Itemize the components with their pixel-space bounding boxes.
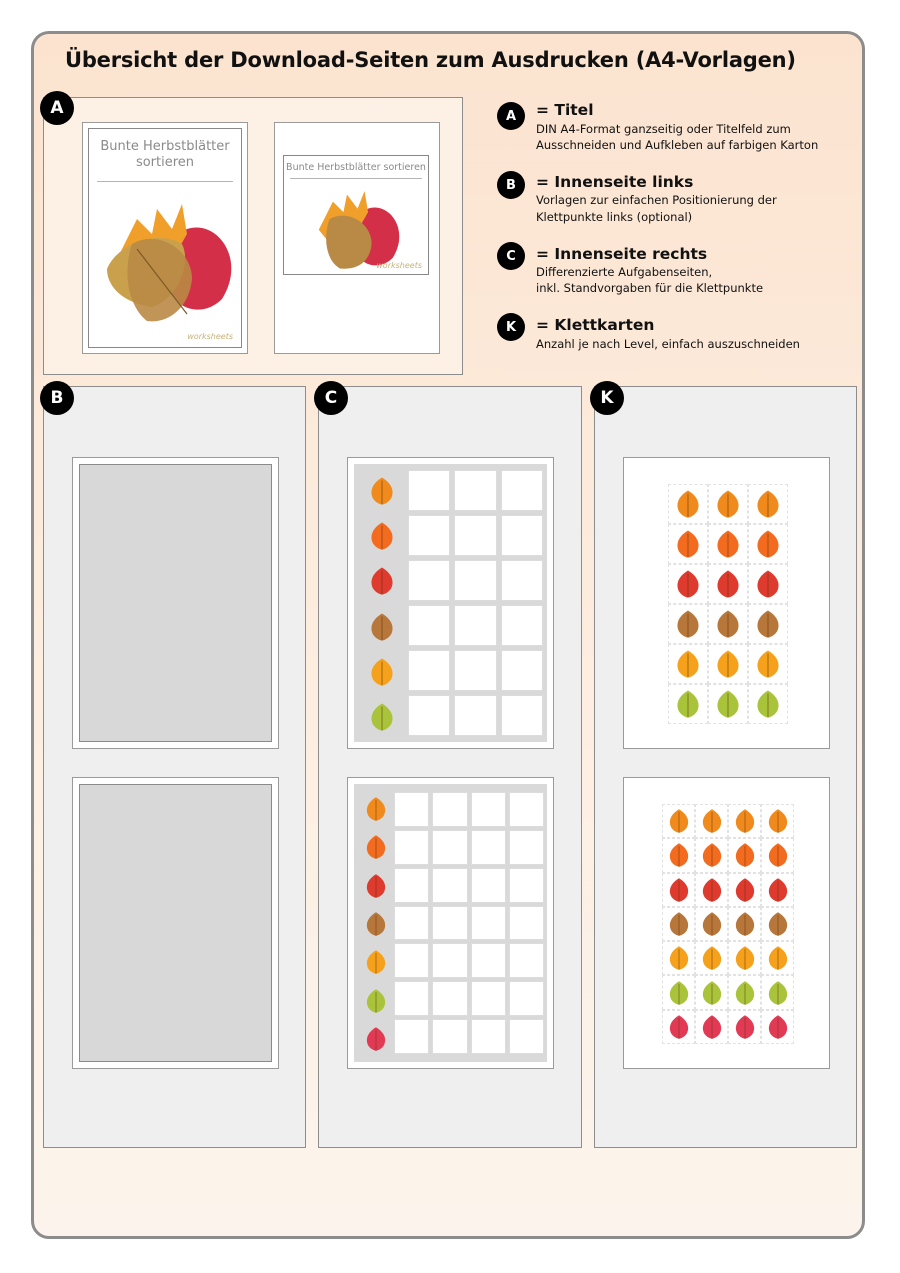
autumn-leaves-illustration [97, 189, 237, 329]
answer-box [509, 830, 544, 865]
velcro-card [695, 804, 728, 838]
velcro-card [761, 873, 794, 907]
title-field-divider [290, 178, 422, 179]
badge-b: B [40, 381, 74, 415]
answer-box [501, 470, 543, 511]
leaf-icon [765, 1014, 791, 1040]
velcro-card [662, 907, 695, 941]
leaf-icon [765, 945, 791, 971]
answer-box [454, 605, 496, 646]
autumn-leaves-small-illustration [304, 184, 404, 272]
velcro-card-sheet-1 [623, 457, 830, 749]
cover-frame [88, 128, 242, 348]
legend-badge-b: B [497, 171, 525, 199]
velcro-card [761, 907, 794, 941]
cover-divider [97, 181, 233, 182]
answer-box [408, 560, 450, 601]
velcro-card [662, 873, 695, 907]
title-field [283, 155, 429, 275]
velcro-card [662, 804, 695, 838]
answer-box [501, 560, 543, 601]
answer-box [454, 470, 496, 511]
velcro-card [748, 484, 788, 524]
velcro-card [748, 684, 788, 724]
answer-box [408, 470, 450, 511]
leaf-icon [673, 489, 703, 519]
velcro-card [761, 804, 794, 838]
answer-grid-1 [408, 470, 543, 736]
answer-box [408, 695, 450, 736]
velcro-card [662, 1010, 695, 1044]
leaf-icon [732, 980, 758, 1006]
leaf-icon [732, 945, 758, 971]
answer-box [501, 695, 543, 736]
leaf-icon [699, 877, 725, 903]
velcro-card [761, 975, 794, 1009]
velcro-card [708, 524, 748, 564]
velcro-card [662, 838, 695, 872]
leaf-icon [753, 569, 783, 599]
leaf-icon [699, 842, 725, 868]
leaf-icon [753, 489, 783, 519]
publisher-logo: worksheets [187, 332, 233, 341]
answer-box [394, 868, 429, 903]
velcro-card [668, 484, 708, 524]
leaf-icon [666, 877, 692, 903]
leaf-icon [363, 873, 389, 899]
answer-box [454, 695, 496, 736]
answer-box [454, 515, 496, 556]
velcro-card [668, 684, 708, 724]
page-title: Übersicht der Download-Seiten zum Ausdrucken (A4-Vorlagen) [65, 48, 796, 72]
velcro-card [728, 804, 761, 838]
leaf-icon [666, 1014, 692, 1040]
leaf-icon [732, 808, 758, 834]
legend-desc-a1: DIN A4-Format ganzseitig oder Titelfeld zum [536, 122, 791, 136]
velcro-card [761, 1010, 794, 1044]
legend-heading-k: = Klettkarten [536, 316, 655, 334]
velcro-card [695, 907, 728, 941]
cover-title [89, 139, 241, 170]
leaf-icon [765, 808, 791, 834]
legend-heading-c: = Innenseite rechts [536, 245, 708, 263]
answer-box [509, 943, 544, 978]
leaf-icon [713, 529, 743, 559]
answer-box [432, 1019, 467, 1054]
full-cover-page [82, 122, 248, 354]
answer-box [394, 792, 429, 827]
leaf-icon [367, 566, 397, 596]
legend-heading-a: = Titel [536, 101, 594, 119]
sort-leaf-column-1 [358, 468, 406, 740]
answer-box [432, 792, 467, 827]
answer-box [408, 515, 450, 556]
title-field-text: Bunte Herbstblätter sortieren [286, 162, 426, 173]
legend-desc-a2: Ausschneiden und Aufkleben auf farbigen Karton [536, 138, 819, 152]
leaf-icon [699, 1014, 725, 1040]
leaf-icon [666, 911, 692, 937]
velcro-card [708, 484, 748, 524]
velcro-card [708, 644, 748, 684]
answer-box [408, 605, 450, 646]
answer-box [394, 830, 429, 865]
legend-desc-b1: Vorlagen zur einfachen Positionierung der [536, 193, 777, 207]
velcro-card [708, 684, 748, 724]
leaf-icon [673, 689, 703, 719]
velcro-card [708, 604, 748, 644]
legend-desc-k1: Anzahl je nach Level, einfach auszuschneiden [536, 337, 800, 351]
legend-badge-k: K [497, 313, 525, 341]
answer-box [394, 981, 429, 1016]
leaf-icon [732, 842, 758, 868]
answer-grid-2 [394, 792, 544, 1054]
velcro-card [748, 604, 788, 644]
velcro-card [695, 1010, 728, 1044]
answer-box [471, 1019, 506, 1054]
panel-velcro-cards [594, 386, 857, 1148]
answer-box [501, 605, 543, 646]
leaf-icon [765, 877, 791, 903]
legend-desc-c1: Differenzierte Aufgabenseiten, [536, 265, 713, 279]
velcro-card [748, 644, 788, 684]
velcro-card [695, 873, 728, 907]
answer-box [394, 1019, 429, 1054]
leaf-icon [666, 980, 692, 1006]
velcro-card [748, 564, 788, 604]
leaf-icon [673, 649, 703, 679]
leaf-icon [713, 649, 743, 679]
velcro-card [708, 564, 748, 604]
leaf-icon [753, 609, 783, 639]
answer-box [432, 943, 467, 978]
leaf-icon [367, 476, 397, 506]
velcro-card [662, 975, 695, 1009]
answer-box [394, 906, 429, 941]
answer-box [471, 830, 506, 865]
answer-box [432, 906, 467, 941]
leaf-icon [713, 569, 743, 599]
leaf-icon [673, 609, 703, 639]
leaf-icon [673, 569, 703, 599]
leaf-icon [699, 808, 725, 834]
title-field-page [274, 122, 440, 354]
velcro-card [695, 975, 728, 1009]
velcro-card-grid-1 [668, 484, 788, 724]
leaf-icon [699, 980, 725, 1006]
leaf-icon [753, 689, 783, 719]
leaf-icon [765, 980, 791, 1006]
leaf-icon [363, 988, 389, 1014]
velcro-card [695, 838, 728, 872]
leaf-icon [753, 529, 783, 559]
leaf-icon [765, 911, 791, 937]
answer-box [454, 560, 496, 601]
velcro-card [761, 941, 794, 975]
leaf-icon [367, 521, 397, 551]
leaf-icon [732, 1014, 758, 1040]
panel-inner-right [318, 386, 582, 1148]
leaf-icon [363, 949, 389, 975]
inner-left-page-1 [72, 457, 279, 749]
publisher-logo-small: worksheets [376, 261, 422, 270]
velcro-card [728, 975, 761, 1009]
inner-left-page-2 [72, 777, 279, 1069]
leaf-icon [699, 911, 725, 937]
answer-box [394, 943, 429, 978]
panel-title-pages [43, 97, 463, 375]
leaf-icon [367, 657, 397, 687]
leaf-icon [673, 529, 703, 559]
panel-inner-left [43, 386, 306, 1148]
velcro-card [761, 838, 794, 872]
answer-box [471, 906, 506, 941]
legend-badge-c: C [497, 242, 525, 270]
legend-desc-b2: Klettpunkte links (optional) [536, 210, 693, 224]
answer-box [501, 650, 543, 691]
badge-c: C [314, 381, 348, 415]
velcro-card-grid-2 [662, 804, 794, 1044]
velcro-template-1 [79, 464, 272, 742]
answer-box [408, 650, 450, 691]
cover-title-line2: sortieren [135, 154, 195, 170]
leaf-icon [363, 834, 389, 860]
velcro-card [728, 907, 761, 941]
leaf-icon [732, 911, 758, 937]
leaf-icon [713, 489, 743, 519]
leaf-icon [363, 1026, 389, 1052]
legend-heading-b: = Innenseite links [536, 173, 694, 191]
leaf-icon [367, 702, 397, 732]
answer-box [501, 515, 543, 556]
velcro-card [728, 873, 761, 907]
velcro-card [695, 941, 728, 975]
legend-desc-c2: inkl. Standvorgaben für die Klettpunkte [536, 281, 764, 295]
velcro-card-sheet-2 [623, 777, 830, 1069]
leaf-icon [666, 945, 692, 971]
answer-box [509, 792, 544, 827]
answer-box [432, 830, 467, 865]
velcro-card [728, 941, 761, 975]
answer-box [471, 981, 506, 1016]
leaf-icon [713, 689, 743, 719]
velcro-card [728, 838, 761, 872]
answer-box [432, 981, 467, 1016]
answer-box [454, 650, 496, 691]
velcro-card [662, 941, 695, 975]
sort-leaf-column-2 [356, 790, 396, 1058]
badge-a: A [40, 91, 74, 125]
leaf-icon [367, 612, 397, 642]
task-page-level-1 [347, 457, 554, 749]
leaf-icon [363, 796, 389, 822]
leaf-icon [666, 808, 692, 834]
velcro-card [668, 564, 708, 604]
answer-box [471, 792, 506, 827]
leaf-icon [765, 842, 791, 868]
velcro-card [668, 524, 708, 564]
cover-title-line1: Bunte Herbstblätter [100, 139, 230, 154]
leaf-icon [753, 649, 783, 679]
answer-box [509, 981, 544, 1016]
answer-box [509, 906, 544, 941]
leaf-icon [363, 911, 389, 937]
velcro-card [668, 604, 708, 644]
leaf-icon [713, 609, 743, 639]
leaf-icon [699, 945, 725, 971]
answer-box [509, 868, 544, 903]
badge-k: K [590, 381, 624, 415]
task-page-level-2 [347, 777, 554, 1069]
velcro-card [668, 644, 708, 684]
leaf-icon [666, 842, 692, 868]
answer-box [471, 943, 506, 978]
velcro-card [748, 524, 788, 564]
legend-badge-a: A [497, 102, 525, 130]
velcro-card [728, 1010, 761, 1044]
answer-box [471, 868, 506, 903]
answer-box [432, 868, 467, 903]
answer-box [509, 1019, 544, 1054]
velcro-template-2 [79, 784, 272, 1062]
leaf-icon [732, 877, 758, 903]
